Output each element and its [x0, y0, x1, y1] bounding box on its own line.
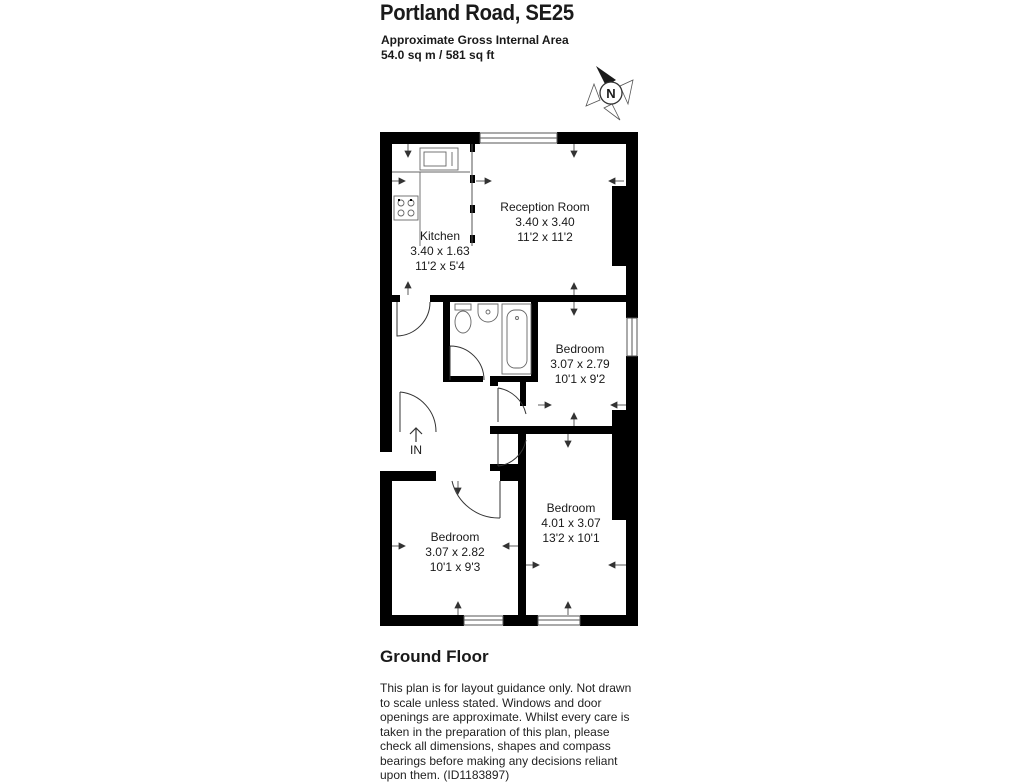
room-bedroom-3: [425, 530, 485, 574]
room-bedroom-2: [541, 501, 601, 545]
room-bedroom-1: [550, 342, 610, 386]
area-value: 54.0 sq m / 581 sq ft: [381, 48, 495, 62]
room-metric: 4.01 x 3.07: [541, 516, 601, 530]
room-imperial: 13'2 x 10'1: [542, 531, 600, 545]
room-name: Bedroom: [430, 530, 480, 544]
room-reception: [500, 200, 589, 244]
room-imperial: 11'2 x 11'2: [517, 230, 573, 244]
room-metric: 3.40 x 3.40: [515, 215, 575, 229]
room-kitchen: [410, 229, 470, 273]
room-name: Kitchen: [419, 229, 461, 243]
room-imperial: 11'2 x 5'4: [415, 259, 465, 273]
room-imperial: 10'1 x 9'2: [554, 372, 606, 386]
disclaimer-text: This plan is for layout guidance only. Not drawn to scale unless stated. Windows and door openings are approximate. Whilst every care is taken in the preparation of this plan, please check all dimensions, shapes and compass bearings before making any decisions reliant upon them. (ID1183897): [380, 681, 632, 782]
property-title: Portland Road, SE25: [380, 0, 574, 25]
compass-label: N: [606, 86, 616, 101]
room-name: Bedroom: [555, 342, 605, 356]
area-heading: Approximate Gross Internal Area: [381, 33, 569, 47]
room-name: Bedroom: [546, 501, 596, 515]
bathroom-fittings: [455, 304, 531, 374]
bath-icon: [502, 304, 531, 374]
room-imperial: 10'1 x 9'3: [429, 560, 481, 574]
room-metric: 3.40 x 1.63: [410, 244, 470, 258]
entrance-label: IN: [410, 443, 422, 457]
floor-title: Ground Floor: [380, 647, 489, 666]
entrance-arrow-icon: [410, 428, 422, 442]
basin-icon: [478, 304, 498, 322]
room-name: Reception Room: [500, 200, 590, 214]
toilet-icon: [455, 304, 471, 333]
compass-icon: [586, 66, 633, 120]
room-metric: 3.07 x 2.82: [425, 545, 485, 559]
room-metric: 3.07 x 2.79: [550, 357, 610, 371]
